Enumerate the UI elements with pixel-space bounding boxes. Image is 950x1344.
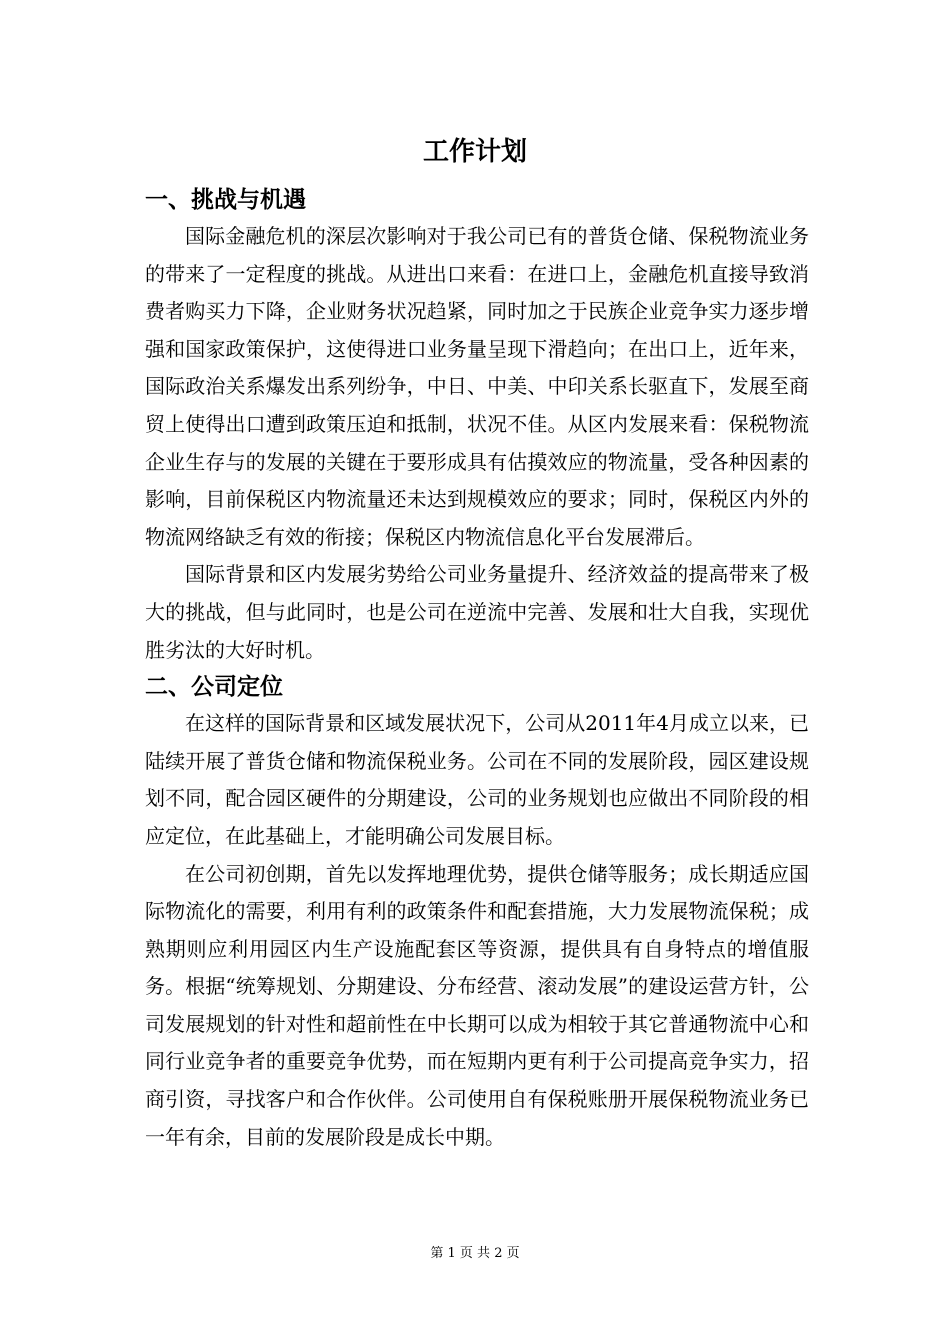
section-heading-positioning: 二、公司定位 xyxy=(145,674,283,701)
paragraph: 国际背景和区内发展劣势给公司业务量提升、经济效益的提高带来了极大的挑战，但与此同时，也是公司在逆流中完善、发展和壮大自我，实现优胜劣汰的大好时机。 xyxy=(145,562,809,662)
document-title: 工作计划 xyxy=(422,137,527,167)
paragraph: 在公司初创期，首先以发挥地理优势，提供仓储等服务；成长期适应国际物流化的需要，利用有利的政策条件和配套措施，大力发展物流保税；成熟期则应利用园区内生产设施配套区等资源，提供具有自身特点的增值服务。根据“统筹规划、分期建设、分布经营、滚动发展”的建设运营方针，公司发展规划的针对性和超前性在中长期可以成为相较于其它普通物流中心和同行业竞争者的重要竞争优势，而在短期内更有利于公司提高竞争实力，招商引资，寻找客户和合作伙伴。公司使用自有保税账册开展保税物流业务已一年有余，目前的发展阶段是成长中期。 xyxy=(145,861,809,1149)
page-number-footer: 第 1 页 共 2 页 xyxy=(430,1246,520,1261)
document-body xyxy=(145,182,809,1156)
paragraph: 在这样的国际背景和区域发展状况下，公司从2011年4月成立以来，已陆续开展了普货仓储和物流保税业务。公司在不同的发展阶段，园区建设规划不同，配合园区硬件的分期建设，公司的业务规划也应做出不同阶段的相应定位，在此基础上，才能明确公司发展目标。 xyxy=(145,711,809,848)
section-heading-challenges: 一、挑战与机遇 xyxy=(145,187,306,213)
paragraph: 国际金融危机的深层次影响对于我公司已有的普货仓储、保税物流业务的带来了一定程度的挑战。从进出口来看：在进口上，金融危机直接导致消费者购买力下降，企业财务状况趋紧，同时加之于民族企业竞争实力逐步增强和国家政策保护，这使得进口业务量呈现下滑趋向；在出口上，近年来，国际政治关系爆发出系列纷争，中日、中美、中印关系长驱直下，发展至商贸上使得出口遭到政策压迫和抵制，状况不佳。从区内发展来看：保税物流企业生存与的发展的关键在于要形成具有估摸效应的物流量，受各种因素的影响，目前保税区内物流量还未达到规模效应的要求；同时，保税区内外的物流网络缺乏有效的衔接；保税区内物流信息化平台发展滞后。 xyxy=(145,224,809,549)
